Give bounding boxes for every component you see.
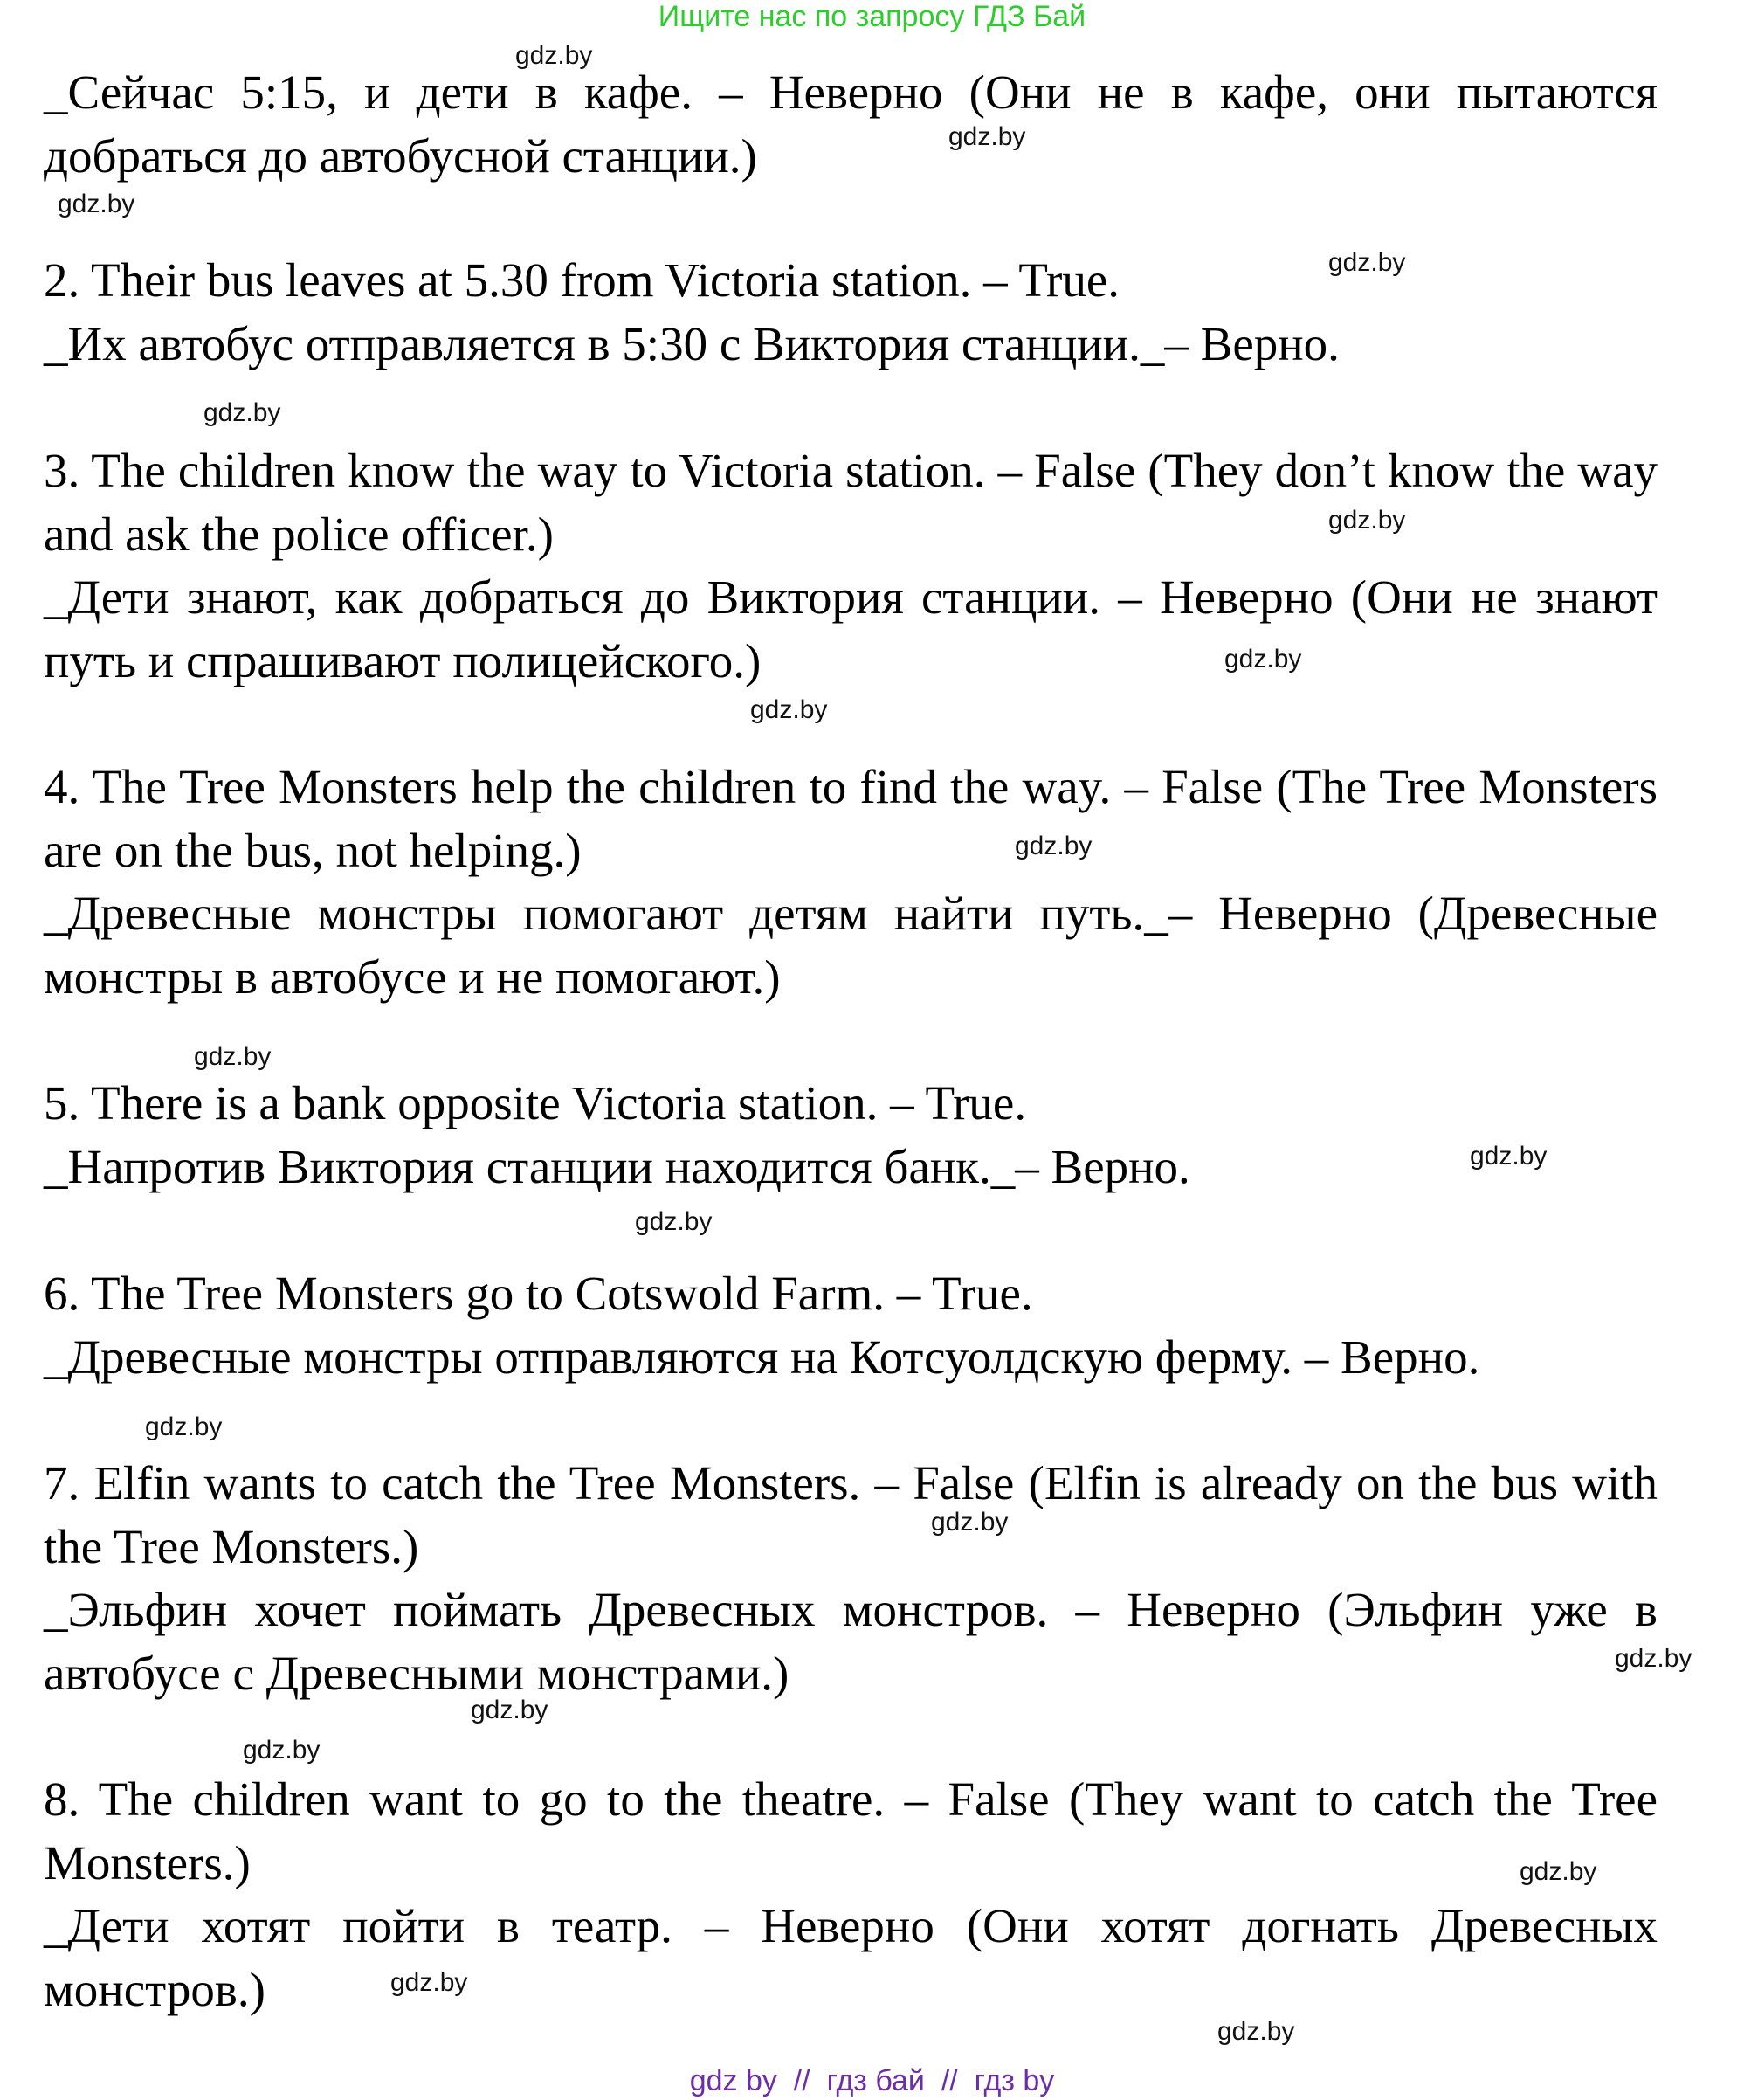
watermark: gdz.by [58, 190, 135, 218]
watermark: gdz.by [948, 122, 1026, 151]
watermark: gdz.by [1615, 1644, 1692, 1673]
header-banner: Ищите нас по запросу ГДЗ Бай [658, 0, 1086, 33]
answer-4-ru: _Древесные монстры помогают детям найти путь._– Неверно (Древесные монстры в автобусе и не помогают.) [44, 887, 1658, 1004]
answer-5-ru: _Напротив Виктория станции находится банк._– Верно. [44, 1140, 1190, 1193]
watermark: gdz.by [1520, 1857, 1597, 1886]
watermark: gdz.by [1328, 248, 1406, 277]
watermark: gdz.by [390, 1968, 468, 1997]
answer-1-ru: _Сейчас 5:15, и дети в кафе. – Неверно (Они не в кафе, они пытаются добраться до автобусной станции.) [44, 66, 1658, 183]
answer-3-en: 3. The children know the way to Victoria station. – False (They don’t know the way and ask the police officer.) [44, 444, 1658, 561]
answer-8-en: 8. The children want to go to the theatre. – False (They want to catch the Tree Monsters.) [44, 1772, 1658, 1889]
watermark: gdz.by [145, 1413, 223, 1441]
answer-7-ru: _Эльфин хочет поймать Древесных монстров. – Неверно (Эльфин уже в автобусе с Древесными монстрами.) [44, 1583, 1658, 1700]
answer-7-en: 7. Elfin wants to catch the Tree Monsters. – False (Elfin is already on the bus with the Tree Monsters.) [44, 1456, 1658, 1573]
answer-8-ru: _Дети хотят пойти в театр. – Неверно (Они хотят догнать Древесных монстров.) [44, 1899, 1658, 2016]
watermark: gdz.by [471, 1696, 548, 1724]
footer-links: gdz by // гдз бай // гдз by [689, 2064, 1055, 2097]
answer-5-en: 5. There is a bank opposite Victoria station. – True. [44, 1076, 1027, 1129]
watermark: gdz.by [750, 695, 828, 724]
watermark: gdz.by [931, 1508, 1009, 1537]
watermark: gdz.by [515, 41, 593, 70]
answer-4-en: 4. The Tree Monsters help the children to find the way. – False (The Tree Monsters are on the bus, not helping.) [44, 760, 1658, 877]
watermark: gdz.by [1217, 2017, 1295, 2046]
answer-6-ru: _Древесные монстры отправляются на Котсуолдскую ферму. – Верно. [44, 1330, 1480, 1384]
watermark: gdz.by [1224, 645, 1302, 674]
answer-6-en: 6. The Tree Monsters go to Cotswold Farm. – True. [44, 1267, 1033, 1320]
watermark: gdz.by [1015, 832, 1093, 860]
watermark: gdz.by [635, 1207, 713, 1236]
answer-2-ru: _Их автобус отправляется в 5:30 с Виктория станции._– Верно. [44, 317, 1340, 370]
watermark: gdz.by [1470, 1142, 1548, 1171]
answer-3-ru: _Дети знают, как добраться до Виктория станции. – Неверно (Они не знают путь и спрашивают полицейского.) [44, 570, 1658, 687]
watermark: gdz.by [243, 1736, 321, 1765]
answer-2-en: 2. Their bus leaves at 5.30 from Victoria station. – True. [44, 253, 1120, 307]
watermark: gdz.by [203, 398, 281, 427]
watermark: gdz.by [1328, 506, 1406, 535]
watermark: gdz.by [194, 1042, 272, 1071]
